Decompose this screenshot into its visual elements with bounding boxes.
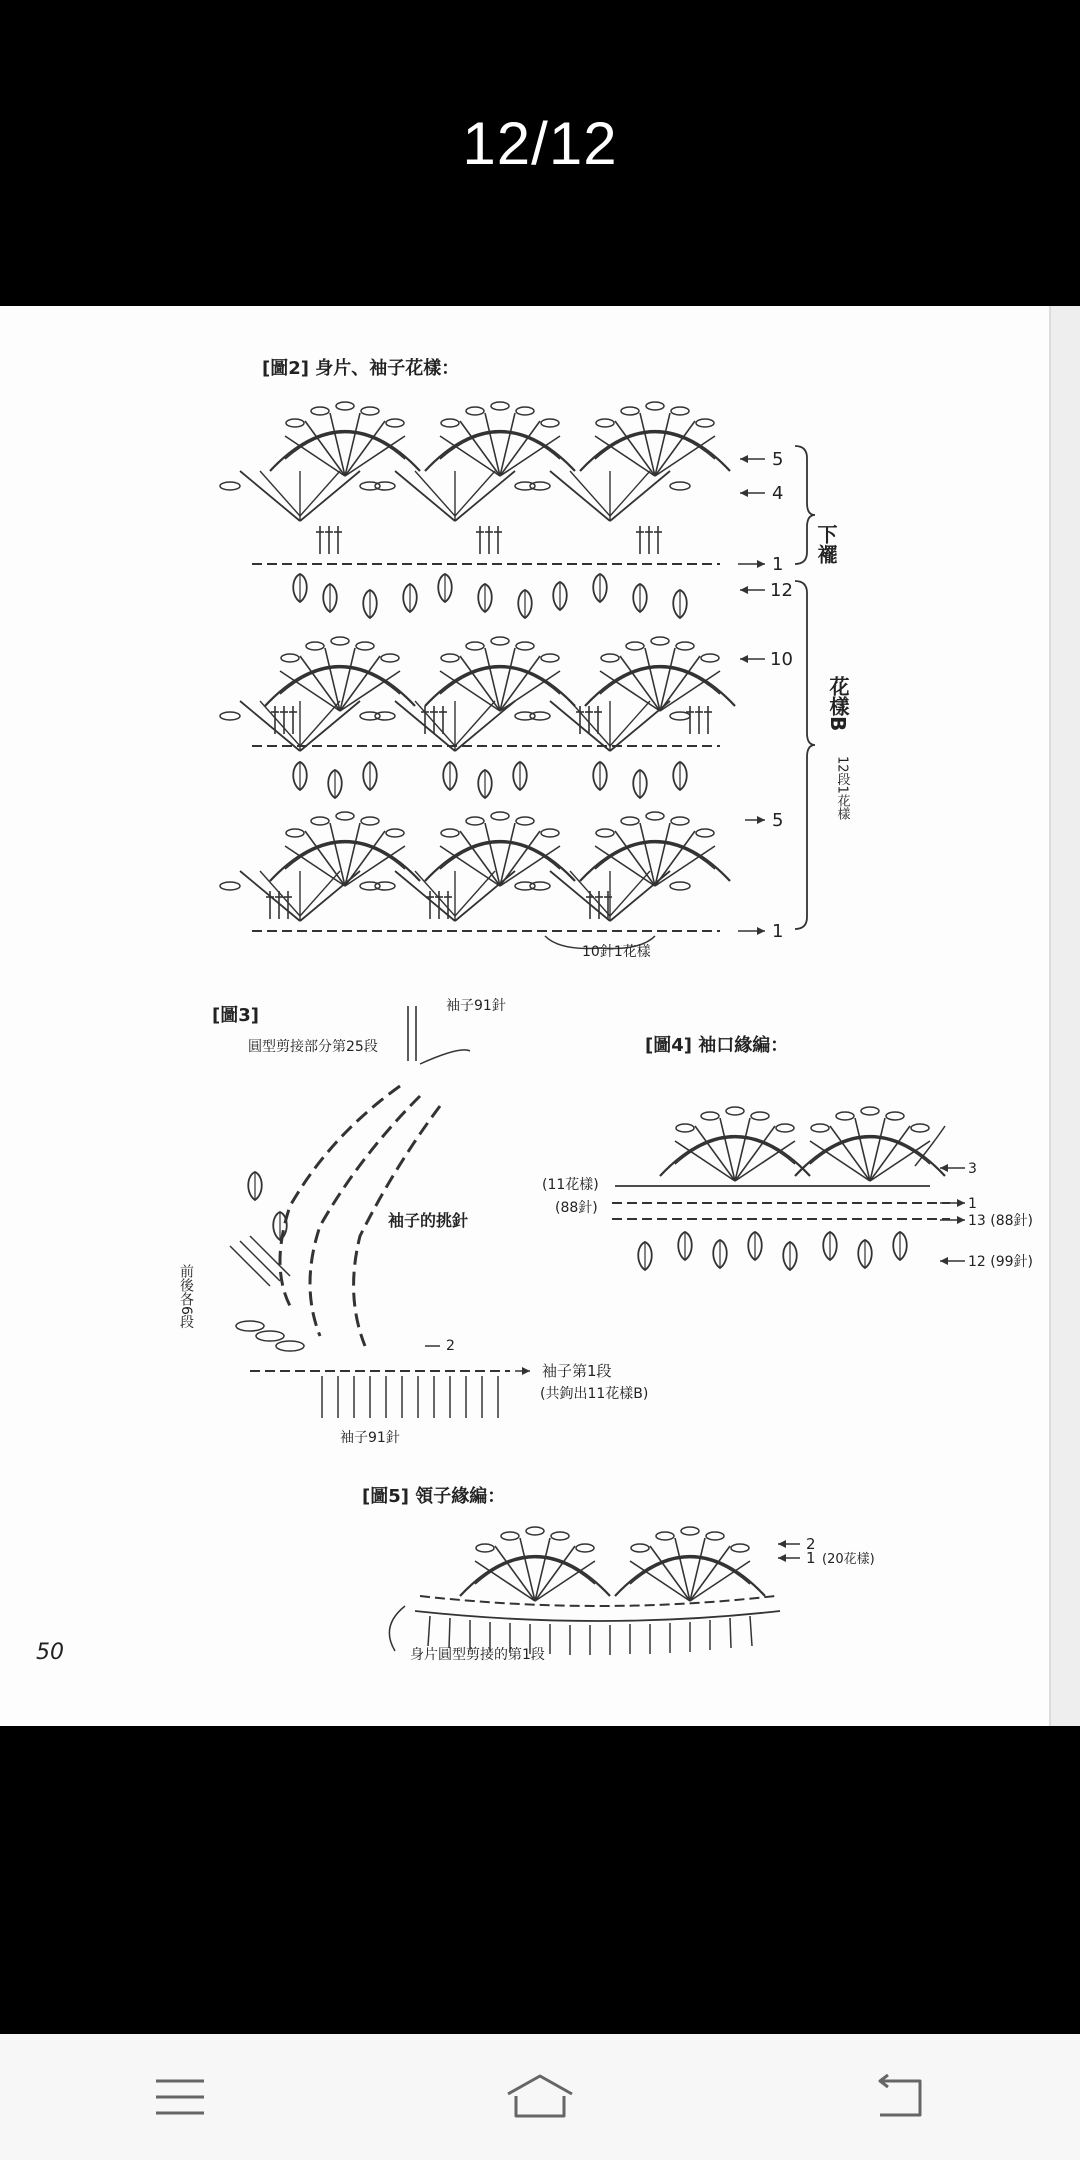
- row-1b-label: 1: [772, 921, 784, 942]
- nav-menu-button[interactable]: [110, 2042, 250, 2152]
- fig3-sleeve-bottom: 袖子91針: [340, 1430, 400, 1446]
- fig4-r12: 12 (99針): [968, 1254, 1034, 1270]
- fig3-title: [圖3]: [212, 1005, 259, 1026]
- fig4-left1: (11花樣): [542, 1177, 599, 1193]
- viewer-footer-gap: [0, 1726, 1080, 2034]
- fig3-row-2: 2: [446, 1338, 455, 1354]
- row-10-label: 10: [770, 649, 793, 670]
- fig5-bottom: 身片圓型剪接的第1段: [410, 1647, 545, 1663]
- row-5b-label: 5: [772, 810, 784, 831]
- fig5-r2: 2: [806, 1535, 816, 1553]
- fig3-center-label: 袖子的挑針: [388, 1211, 469, 1230]
- page-number: 50: [36, 1640, 64, 1665]
- system-nav-bar: [0, 2034, 1080, 2160]
- fig2-title: [圖2] 身片、袖子花樣：: [262, 358, 460, 379]
- fig4-left2: (88針): [555, 1200, 598, 1216]
- repeat-label: 10針1花樣: [582, 944, 651, 960]
- fig5-r1: 1: [806, 1549, 816, 1567]
- fig3-armhole: 圓型剪接部分第25段: [248, 1039, 378, 1055]
- pattern-image[interactable]: [0, 306, 1080, 1726]
- fig3-sleeve-top: 袖子91針: [446, 998, 506, 1014]
- fig4-r3: 3: [968, 1161, 977, 1177]
- brace-mid-label: 花樣B: [826, 676, 850, 732]
- fig5-motifs: (20花樣): [822, 1552, 875, 1567]
- row-12-label: 12: [770, 580, 793, 601]
- row-4-label: 4: [772, 483, 784, 504]
- fig4-r1: 1: [968, 1196, 977, 1212]
- fig3-row1: 袖子第1段: [542, 1362, 612, 1380]
- nav-home-button[interactable]: [470, 2042, 610, 2152]
- brace-top-label: 下襬: [814, 524, 838, 564]
- fig3-side-label: 前後各6段: [178, 1264, 194, 1329]
- fig5-title: [圖5] 領子緣編：: [362, 1486, 506, 1507]
- fig4-title: [圖4] 袖口緣編：: [645, 1035, 789, 1056]
- back-icon: [870, 2073, 930, 2121]
- fig3-row1-sub: (共鉤出11花樣B): [540, 1386, 649, 1402]
- nav-back-button[interactable]: [830, 2042, 970, 2152]
- home-icon: [502, 2072, 578, 2122]
- fig4-r13: 13 (88針): [968, 1213, 1034, 1229]
- row-1-label: 1: [772, 554, 784, 575]
- brace-mid-sub: 12段1花樣: [834, 756, 850, 820]
- viewer-header: [0, 0, 1080, 306]
- image-counter: 12/12: [462, 109, 618, 177]
- row-5-label: 5: [772, 449, 784, 470]
- menu-icon: [152, 2075, 208, 2119]
